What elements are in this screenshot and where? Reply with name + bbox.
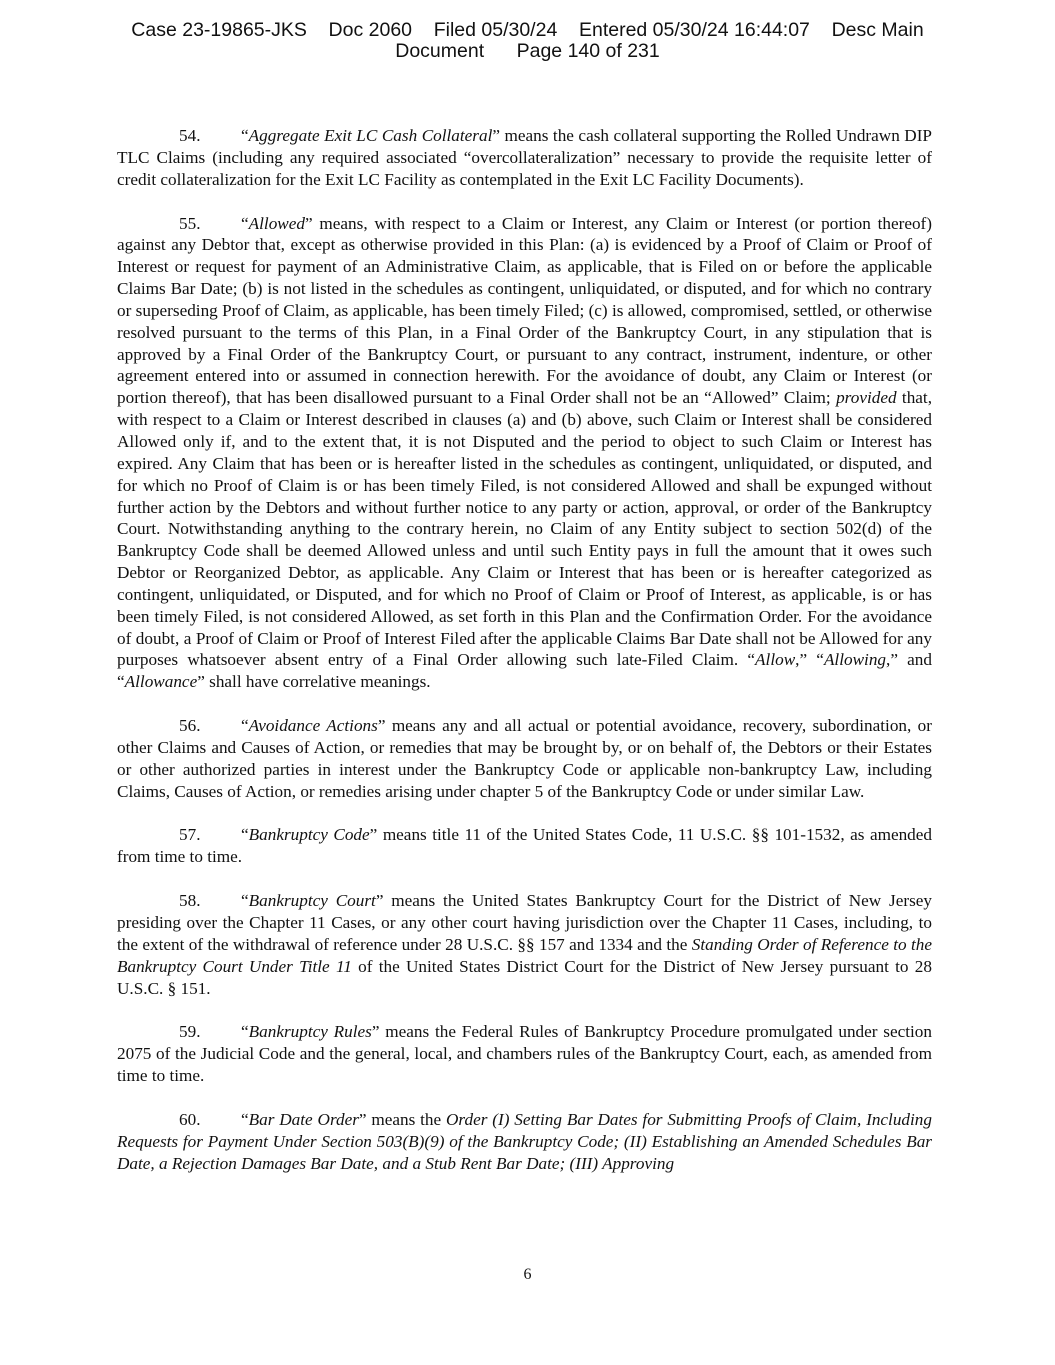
italic-text: provided [836, 388, 897, 408]
paragraph-text: that, with respect to a Claim or Interest described in clauses (a) and (b) above, such Claim or Interest shall be considered Allowed only if, and to the extent that, it is not Disputed and the period to object to such Claim or Interest has expired. Any Claim that has been or is hereafter listed in the schedules as contingent, unliquidated, or disputed, and for which no Proof of Claim is or has been timely Filed, is not considered Allowed and shall be expunged without further action by the Debtors and without further notice to any party or action, approval, or order of the Bankruptcy Court. Notwithstanding anything to the contrary herein, no Claim of any Entity subject to section 502(d) of the Bankruptcy Code shall be deemed Allowed unless and until such Entity pays in full the amount that it owes such Debtor or Reorganized Debtor, as applicable. Any Claim or Interest that has been or is hereafter categorized as contingent, unliquidated, or Disputed, and for which no Proof of Claim or Proof of Interest, as applicable, is or has been timely Filed, is not considered Allowed, as set forth in this Plan and the Confirmation Order. For the avoidance of doubt, a Proof of Claim or Proof of Interest Filed after the applicable Claims Bar Date shall not be Allowed for any purposes whatsoever absent entry of a Final Order allowing such late-Filed Claim. “ [117, 388, 932, 670]
italic-text: Aggregate Exit LC Cash Collateral [248, 126, 493, 145]
italic-text: Bankruptcy Code [248, 825, 370, 845]
definition-paragraph [117, 715, 932, 802]
italic-text: Allowance [124, 672, 198, 692]
paragraph-text: ” means the [358, 1109, 447, 1129]
paragraph-number: 60. [179, 1109, 201, 1129]
paragraph-text: “ [241, 891, 249, 911]
paragraph-number: 59. [179, 1022, 201, 1042]
italic-text: Bankruptcy Rules [248, 1022, 372, 1042]
case-header-line1: Case 23-19865-JKS Doc 2060 Filed 05/30/24 Entered 05/30/24 16:44:07 Desc Main [131, 19, 924, 41]
italic-text: Allowing [823, 650, 887, 670]
paragraph-text: ” means any and all actual or potential avoidance, recovery, subordination, or other Claims and Causes of Action, or remedies that may be brought by, or on behalf of, the Debtors or their Estates or other authorized parties in interest under the Bankruptcy Code or applicable non-bankruptcy Law, including Claims, Causes of Action, or remedies arising under chapter 5 of the Bankruptcy Code or under similar Law. [117, 716, 932, 801]
italic-text: Bar Date Order [248, 1109, 359, 1129]
paragraph-number: 55. [179, 213, 201, 233]
page-number: 6 [523, 1266, 532, 1283]
definition-paragraph [117, 824, 932, 868]
italic-text: Avoidance Actions [248, 716, 378, 736]
paragraph-number: 56. [179, 716, 201, 736]
paragraph-number: 57. [179, 825, 201, 845]
case-header-line2: Document Page 140 of 231 [395, 40, 660, 62]
italic-text: Allow [755, 650, 796, 670]
definition-paragraph [117, 890, 932, 999]
paragraph-text: ,” and “ [117, 650, 932, 692]
italic-text: Order (I) Setting Bar Dates for Submitting Proofs of Claim, Including Requests for Payment Under Section 503(B)(9) of the Bankruptcy Code; (II) Establishing an Amended Schedules Bar Date, a Rejection Damages Bar Date, and a Stub Rent Bar Date; (III) Approving [117, 1109, 932, 1173]
paragraph-text: ” means the United States Bankruptcy Court for the District of New Jersey presiding over the Chapter 11 Cases, or any other court having jurisdiction over the Chapter 11 Cases, including, to the extent of the withdrawal of reference under 28 U.S.C. §§ 157 and 1334 and the [117, 891, 932, 954]
paragraph-text: ” means the Federal Rules of Bankruptcy Procedure promulgated under section 2075 of the Judicial Code and the general, local, and chambers rules of the Bankruptcy Court, each, as amended from time to time. [117, 1022, 932, 1086]
definition-paragraph [117, 125, 932, 191]
document-body [117, 125, 932, 1196]
italic-text: Allowed [248, 213, 305, 233]
paragraph-text: “ [241, 825, 249, 845]
paragraph-text: “ [241, 1109, 249, 1129]
paragraph-text: ” means title 11 of the United States Code, 11 U.S.C. §§ 101-1532, as amended from time to time. [117, 825, 932, 867]
paragraph-number: 54. [179, 126, 201, 145]
italic-text: Standing Order of Reference to the Bankruptcy Court Under Title 11 [117, 934, 932, 976]
paragraph-text: “ [241, 213, 249, 233]
paragraph-text: of the United States District Court for the District of New Jersey pursuant to 28 U.S.C. § 151. [117, 956, 932, 998]
definition-paragraph [117, 1021, 932, 1087]
paragraph-text: “ [241, 1022, 249, 1042]
paragraph-text: “ [241, 716, 249, 736]
paragraph-text: ” means the cash collateral supporting the Rolled Undrawn DIP TLC Claims (including any required associated “overcollateralization” necessary to provide the requisite letter of credit collateralization for the Exit LC Facility as contemplated in the Exit LC Facility Documents). [117, 126, 932, 189]
paragraph-text: ” shall have correlative meanings. [197, 672, 431, 692]
paragraph-text: “ [241, 126, 249, 145]
case-header [0, 20, 1055, 62]
italic-text: Bankruptcy Court [248, 891, 376, 911]
paragraph-text: ,” “ [795, 650, 824, 670]
definition-paragraph [117, 213, 932, 694]
paragraph-text: ” means, with respect to a Claim or Interest, any Claim or Interest (or portion thereof) against any Debtor that, except as otherwise provided in this Plan: (a) is evidenced by a Proof of Claim or Proof of Interest or request for payment of an Administrative Claim, as applicable, that is Filed on or before the applicable Claims Bar Date; (b) is not listed in the schedules as contingent, unliquidated, or disputed, and for which no contrary or superseding Proof of Claim, as applicable, has been timely Filed; (c) is allowed, compromised, settled, or otherwise resolved pursuant to the terms of this Plan, in a Final Order of the Bankruptcy Court, in any stipulation that is approved by a Final Order of the Bankruptcy Court, or pursuant to any contract, instrument, indenture, or other agreement entered into or assumed in connection herewith. For the avoidance of doubt, any Claim or Interest (or portion thereof), that has been disallowed pursuant to a Final Order shall not be an “Allowed” Claim; [117, 213, 932, 408]
paragraph-number: 58. [179, 891, 201, 911]
definition-paragraph [117, 1109, 932, 1175]
